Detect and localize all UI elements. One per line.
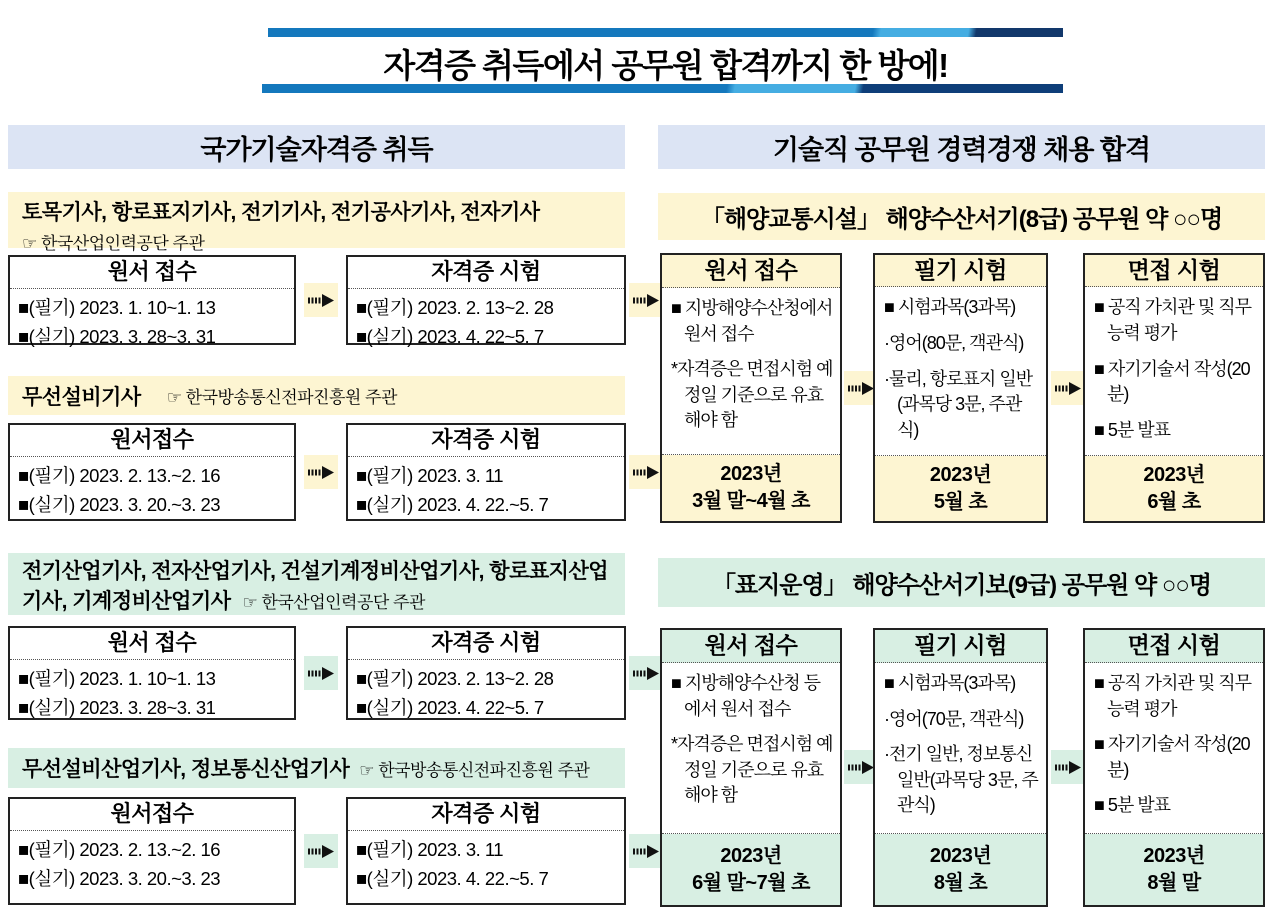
left-column-header: 국가기술자격증 취득 — [8, 125, 625, 169]
schedule-line: ■(필기) 2023. 3. 11 — [356, 465, 504, 486]
step-box-interview — [1083, 253, 1265, 523]
apply-box — [8, 797, 296, 905]
dashed-right-arrow-icon — [1055, 380, 1082, 397]
organizer-note: ☞ 한국방송통신전파진흥원 주관 — [166, 388, 397, 407]
step-box-interview — [1083, 628, 1265, 907]
step-date — [875, 834, 1046, 905]
step-date-period: 3월 말~4월 초 — [692, 490, 810, 512]
flow-arrow — [304, 455, 338, 489]
organizer-note: ☞ 한국방송통신전파진흥원 주관 — [359, 760, 590, 780]
step-item: ■ 공직 가치관 및 직무능력 평가 — [1094, 673, 1251, 719]
schedule-line: ■(필기) 2023. 2. 13.~2. 16 — [18, 465, 221, 486]
schedule-line: ■(실기) 2023. 4. 22.~5. 7 — [356, 867, 549, 889]
box-title: 원서 접수 — [10, 257, 294, 289]
box-title: 원서 접수 — [10, 628, 294, 660]
qualification-list: 무선설비기사 — [22, 385, 141, 409]
schedule-line: ■(실기) 2023. 3. 28~3. 31 — [18, 696, 216, 718]
step-date-period: 5월 초 — [933, 490, 988, 513]
step-item: ■ 지방해양수산청에서 원서 접수 — [671, 298, 833, 344]
step-item: ■ 지방해양수산청 등에서 원서 접수 — [671, 673, 820, 719]
exam-box — [346, 255, 626, 345]
box-title: 면접 시험 — [1085, 630, 1263, 663]
step-date-year: 2023년 — [720, 844, 782, 867]
step-box-application — [660, 628, 842, 907]
flow-arrow — [1051, 371, 1085, 405]
step-item: ■ 시험과목(3과목) — [884, 673, 1016, 693]
schedule-line: ■(필기) 2023. 2. 13~2. 28 — [356, 668, 554, 689]
qualification-list: 무선설비산업기사, 정보통신산업기사 — [22, 758, 350, 781]
step-item: ■ 5분 발표 — [1094, 419, 1171, 440]
organizer-note: ☞ 한국산업인력공단 주관 — [242, 592, 425, 612]
step-date-period: 8월 초 — [933, 871, 988, 894]
flow-arrow — [629, 834, 663, 868]
step-date — [662, 834, 840, 905]
box-title: 원서 접수 — [662, 255, 840, 288]
box-title: 원서 접수 — [662, 630, 840, 663]
step-box-application — [660, 253, 842, 523]
box-title: 필기 시험 — [875, 630, 1046, 663]
schedule-line: ■(필기) 2023. 1. 10~1. 13 — [18, 297, 216, 318]
section-banner-civil-engineer — [8, 192, 625, 253]
step-item: *자격증은 면접시험 예정일 기준으로 유효해야 함 — [671, 734, 833, 806]
step-item: ·물리, 항로표지 일반(과목당 3문, 주관식) — [884, 368, 1033, 440]
apply-box — [8, 626, 296, 720]
box-title: 면접 시험 — [1085, 255, 1263, 287]
exam-box — [346, 626, 626, 720]
schedule-line: ■(실기) 2023. 4. 22.~5. 7 — [356, 493, 549, 515]
step-item: ■ 자기기술서 작성(20분) — [1094, 734, 1250, 780]
schedule-line: ■(실기) 2023. 3. 20.~3. 23 — [18, 493, 221, 515]
exam-box — [346, 423, 626, 521]
exam-box — [346, 797, 626, 905]
organizer-note: ☞ 한국산업인력공단 주관 — [22, 234, 205, 253]
step-date — [875, 456, 1046, 521]
banner-bottom-bar — [262, 84, 1063, 93]
schedule-line: ■(실기) 2023. 4. 22~5. 7 — [356, 325, 544, 347]
box-title: 원서접수 — [10, 425, 294, 457]
dashed-right-arrow-icon — [308, 464, 335, 481]
step-item: ·전기 일반, 정보통신 일반(과목당 3문, 주관식) — [884, 744, 1038, 816]
box-title: 자격증 시험 — [348, 257, 624, 289]
box-title: 필기 시험 — [875, 255, 1046, 287]
dashed-right-arrow-icon — [308, 292, 335, 309]
flow-arrow — [629, 656, 663, 690]
step-item: ■ 시험과목(3과목) — [884, 297, 1016, 318]
schedule-line: ■(필기) 2023. 1. 10~1. 13 — [18, 668, 216, 689]
step-date-year: 2023년 — [1143, 463, 1205, 486]
step-item: ·영어(70문, 객관식) — [884, 708, 1024, 729]
banner-top-bar — [268, 28, 1063, 37]
dashed-right-arrow-icon — [848, 380, 875, 397]
flow-arrow — [304, 283, 338, 317]
section-banner-wireless-industrial-engineer — [8, 748, 625, 788]
section-banner-industrial-engineer — [8, 553, 625, 615]
dashed-right-arrow-icon — [633, 843, 660, 860]
step-date-year: 2023년 — [720, 463, 782, 485]
step-date-year: 2023년 — [929, 463, 992, 486]
dashed-right-arrow-icon — [633, 292, 660, 309]
recruitment-banner-grade8: 「해양교통시설」 해양수산서기(8급) 공무원 약 ○○명 — [658, 193, 1265, 240]
dashed-right-arrow-icon — [848, 759, 875, 776]
apply-box — [8, 423, 296, 521]
schedule-line: ■(실기) 2023. 3. 20.~3. 23 — [18, 867, 221, 889]
flow-arrow — [629, 455, 663, 489]
step-date — [1085, 834, 1263, 905]
step-item: ■ 공직 가치관 및 직무능력 평가 — [1094, 297, 1251, 343]
apply-box — [8, 255, 296, 345]
qualification-list: 전기산업기사, 전자산업기사, 건설기계정비산업기사, 항로표지산업기사, 기계정비산업기사 — [22, 560, 609, 613]
dashed-right-arrow-icon — [633, 665, 660, 682]
qualification-list: 토목기사, 항로표지기사, 전기기사, 전기공사기사, 전자기사 — [22, 201, 540, 224]
schedule-line: ■(필기) 2023. 3. 11 — [356, 839, 504, 860]
flow-arrow — [304, 834, 338, 868]
flow-arrow — [1051, 750, 1085, 784]
flow-arrow — [304, 656, 338, 690]
dashed-right-arrow-icon — [1055, 759, 1082, 776]
flow-arrow — [629, 283, 663, 317]
dashed-right-arrow-icon — [633, 464, 660, 481]
box-title: 자격증 시험 — [348, 628, 624, 660]
step-item: *자격증은 면접시험 예정일 기준으로 유효해야 함 — [671, 359, 833, 431]
step-date — [1085, 456, 1263, 521]
step-item: ■ 자기기술서 작성(20분) — [1094, 358, 1250, 405]
page-title: 자격증 취득에서 공무원 합격까지 한 방에! — [383, 47, 948, 84]
step-date-period: 8월 말 — [1147, 871, 1201, 894]
step-box-written-exam — [873, 628, 1048, 907]
step-date-year: 2023년 — [929, 844, 992, 867]
section-banner-wireless-engineer — [8, 376, 625, 415]
step-box-written-exam — [873, 253, 1048, 523]
step-date-period: 6월 초 — [1147, 490, 1201, 513]
dashed-right-arrow-icon — [308, 665, 335, 682]
box-title: 자격증 시험 — [348, 425, 624, 457]
schedule-line: ■(실기) 2023. 4. 22~5. 7 — [356, 696, 544, 718]
step-date-period: 6월 말~7월 초 — [692, 871, 810, 894]
schedule-line: ■(실기) 2023. 3. 28~3. 31 — [18, 325, 216, 347]
box-title: 자격증 시험 — [348, 799, 624, 831]
step-item: ■ 5분 발표 — [1094, 795, 1171, 816]
recruitment-banner-grade9: 「표지운영」 해양수산서기보(9급) 공무원 약 ○○명 — [658, 558, 1265, 607]
schedule-line: ■(필기) 2023. 2. 13~2. 28 — [356, 297, 554, 318]
step-date-year: 2023년 — [1143, 844, 1205, 867]
dashed-right-arrow-icon — [308, 843, 335, 860]
schedule-line: ■(필기) 2023. 2. 13.~2. 16 — [18, 839, 221, 860]
right-column-header: 기술직 공무원 경력경쟁 채용 합격 — [658, 125, 1265, 169]
step-item: ·영어(80문, 객관식) — [884, 332, 1024, 353]
box-title: 원서접수 — [10, 799, 294, 831]
step-date — [662, 455, 840, 521]
